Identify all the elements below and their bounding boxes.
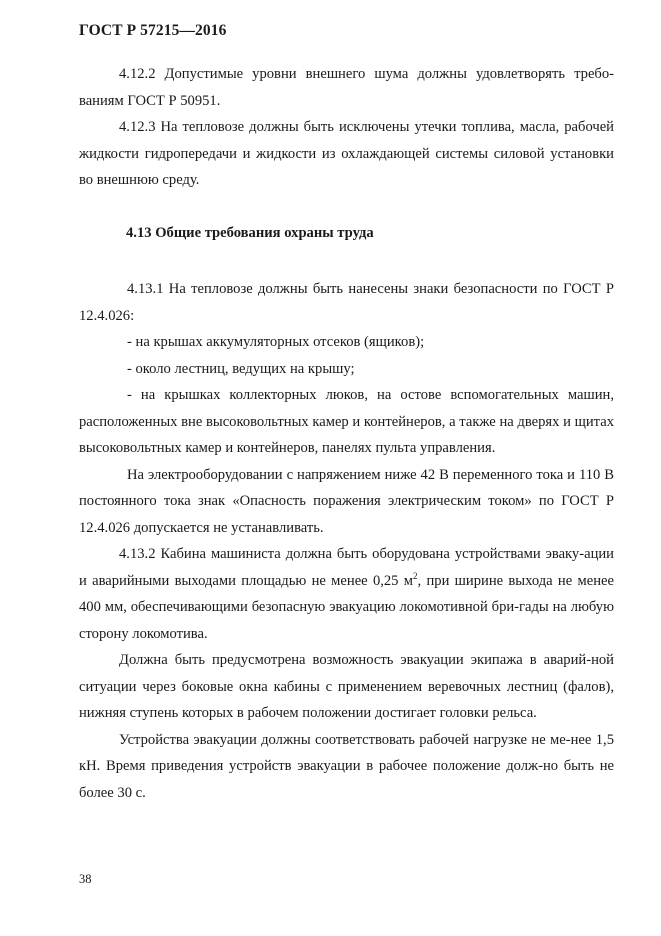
paragraph-4-12-2: 4.12.2 Допустимые уровни внешнего шума должны удовлетворять требо-ваниям ГОСТ Р 50951.: [79, 66, 614, 109]
paragraph-4-13-1: 4.13.1 На тепловозе должны быть нанесены знаки безопасности по ГОСТ Р 12.4.026:: [79, 281, 614, 324]
text-block-4-12: [79, 61, 614, 194]
section-title-4-13: 4.13 Общие требования охраны труда: [126, 225, 374, 241]
superscript-square: 2: [413, 570, 418, 581]
paragraph-evacuation-windows: Должна быть предусмотрена возможность эвакуации экипажа в аварий-ной ситуации через боковые окна кабины с применением веревочных лестниц (фалов), нижняя ступень которых в рабочем положении достигает головки рельса.: [79, 652, 614, 721]
list-item-ladders: - около лестниц, ведущих на крышу;: [127, 360, 355, 377]
list-item-battery-roofs: - на крышах аккумуляторных отсеков (ящиков);: [127, 334, 425, 350]
standard-header: ГОСТ Р 57215—2016: [79, 22, 227, 39]
paragraph-electrical-equipment: На электрооборудовании с напряжением ниже 42 В переменного тока и 110 В постоянного тока знак «Опасность поражения электрическим током» по ГОСТ Р 12.4.026 допускается не устанавливать.: [79, 466, 614, 536]
page-number: 38: [79, 872, 92, 886]
paragraph-4-13-2-part-a: 4.13.2 Кабина машиниста должна быть оборудована устройствами эваку-ации и аварийными выходами площадью не менее 0,25 м: [79, 546, 614, 589]
text-block-4-13: [79, 276, 614, 806]
paragraph-4-13-2-part-b: , при ширине выхода не менее 400 мм, обеспечивающими безопасную эвакуацию локомотивной бри-гады на любую сторону локомотива.: [79, 572, 614, 642]
paragraph-4-12-3: 4.12.3 На тепловозе должны быть исключены утечки топлива, масла, рабочей жидкости гидропередачи и жидкости из охлаждающей системы силовой установки во внешнюю среду.: [79, 119, 614, 188]
paragraph-evacuation-load: Устройства эвакуации должны соответствовать рабочей нагрузке не ме-нее 1,5 кН. Время приведения устройств эвакуации в рабочее положение долж-но быть не более 30 с.: [79, 731, 614, 801]
paragraph-4-13-2: [79, 541, 614, 647]
list-item-collector-hatches: - на крышках коллекторных люков, на остове вспомогательных машин, расположенных вне высоковольтных камер и контейнеров, а также на дверях и щитах высоковольтных камер и контейнеров, панелях пульта управления.: [79, 387, 614, 456]
